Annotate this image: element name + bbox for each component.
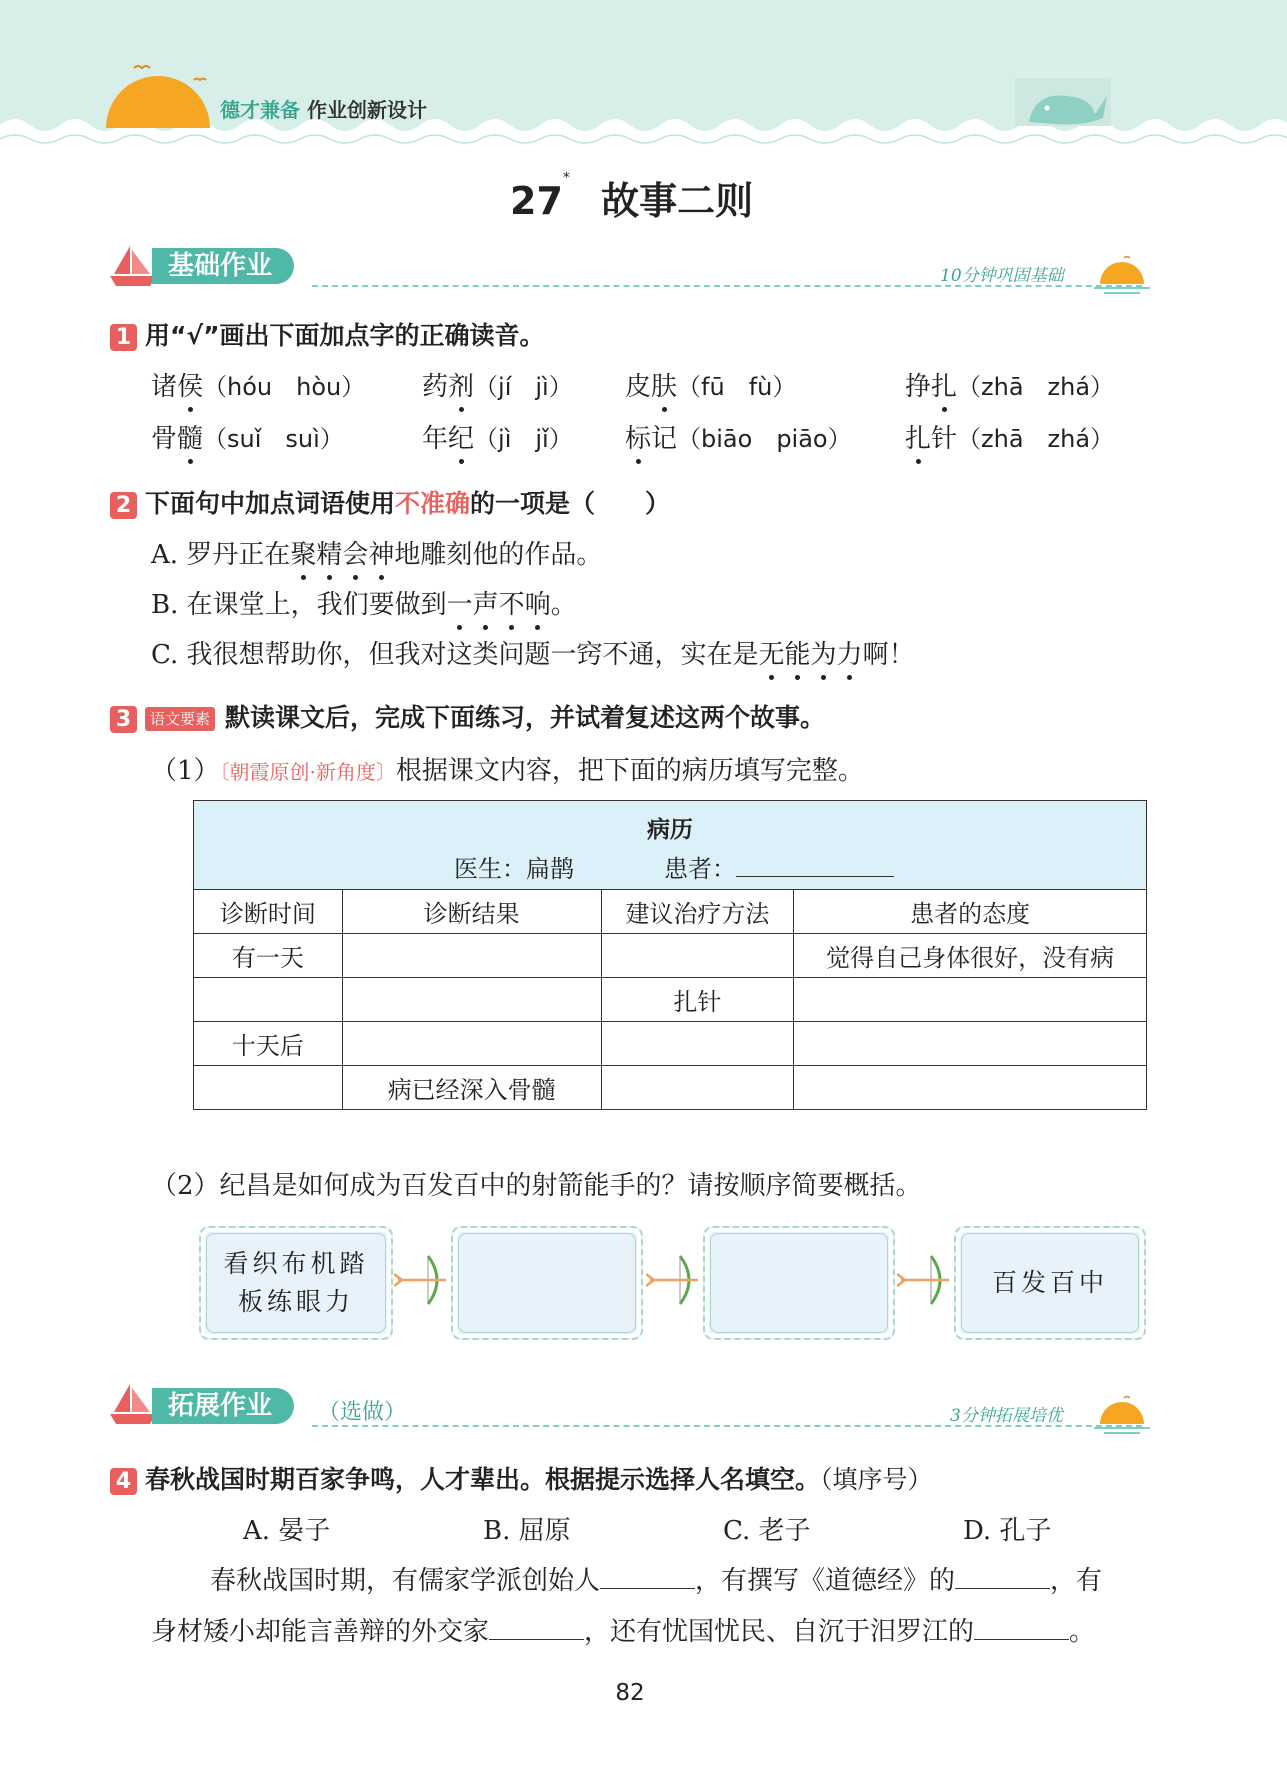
flow-box-4: 百发百中 <box>954 1226 1146 1340</box>
section-extend-label: 拓展作业 <box>152 1388 294 1424</box>
lesson-star: * <box>562 170 570 186</box>
bow-arrow-icon <box>897 1252 953 1308</box>
q1-title <box>110 316 545 352</box>
table-cell-blank[interactable] <box>194 1066 343 1110</box>
bow-arrow-icon <box>646 1252 702 1308</box>
q2-red-text: 不准确 <box>395 489 471 518</box>
column-header: 建议治疗方法 <box>601 890 794 934</box>
q2-option-c: C. 我很想帮助你，但我对这类问题一窍不通，实在是无能为力啊！ <box>151 634 915 671</box>
q3-part1-tag: 〔朝霞原创·新角度〕 <box>219 760 396 784</box>
q1-item: 诸侯（hóu hòu） <box>151 366 365 403</box>
lesson-name: 故事二则 <box>601 179 754 223</box>
q2-option-b: B. 在课堂上，我们要做到一声不响。 <box>151 584 577 621</box>
section-extend-note: 3分钟拓展培优 <box>950 1406 1063 1426</box>
q3-tag: 语文要素 <box>145 707 215 731</box>
table-cell-blank[interactable] <box>601 1066 794 1110</box>
q2-option-a: A. 罗丹正在聚精会神地雕刻他的作品。 <box>151 534 602 571</box>
patient-blank[interactable] <box>736 876 894 877</box>
q4-option: C. 老子 <box>723 1516 811 1546</box>
q1-item: 药剂（jí jì） <box>422 366 573 403</box>
table-header-row <box>194 890 1147 934</box>
q3-title: 3 语文要素 默读课文后，完成下面练习，并试着复述这两个故事。 <box>110 698 825 734</box>
column-header: 诊断结果 <box>342 890 601 934</box>
q4-line-2: 身材矮小却能言善辩的外交家 ，还有忧国忧民、自沉于汨罗江的 。 <box>151 1617 1096 1647</box>
q4-option: D. 孔子 <box>963 1516 1052 1546</box>
table-cell-blank[interactable] <box>601 1022 794 1066</box>
q1-item: 挣扎（zhā zhá） <box>905 366 1114 403</box>
q1-text: 用“√”画出下面加点字的正确读音。 <box>145 321 545 350</box>
record-table <box>193 889 1147 1110</box>
q4-option: A. 晏子 <box>243 1516 331 1546</box>
q3-part1: （1）〔朝霞原创·新角度〕根据课文内容，把下面的病历填写完整。 <box>151 756 864 786</box>
q3-number: 3 <box>110 706 137 733</box>
table-cell-blank[interactable] <box>601 934 794 978</box>
section-basic-label: 基础作业 <box>152 248 294 284</box>
q1-item: 年纪（jì jǐ） <box>422 418 573 455</box>
table-row <box>194 1022 1147 1066</box>
q2-title: 2 下面句中加点词语使用不准确的一项是（ ） <box>110 484 670 520</box>
sun-logo-icon <box>104 58 214 128</box>
brand-title <box>220 94 427 123</box>
lesson-title <box>510 170 753 225</box>
sunset-icon <box>1094 1394 1150 1436</box>
table-cell-blank[interactable] <box>342 934 601 978</box>
q1-item: 骨髓（suǐ suì） <box>151 418 344 455</box>
table-cell-blank[interactable] <box>194 978 343 1022</box>
table-cell-blank[interactable] <box>342 978 601 1022</box>
record-title: 病历 <box>647 817 693 843</box>
answer-blank[interactable] <box>489 1639 584 1640</box>
table-row <box>194 1066 1147 1110</box>
table-cell-blank[interactable] <box>342 1022 601 1066</box>
q2-number: 2 <box>110 492 137 519</box>
medical-record <box>193 800 1147 1110</box>
section-basic-note: 10分钟巩固基础 <box>940 266 1064 286</box>
lesson-number: 27 <box>510 179 563 223</box>
table-cell-blank[interactable] <box>794 1022 1147 1066</box>
q3-part2: （2）纪昌是如何成为百发百中的射箭能手的？请按顺序简要概括。 <box>151 1171 922 1201</box>
column-header: 诊断时间 <box>194 890 343 934</box>
answer-blank[interactable] <box>600 1588 695 1589</box>
q1-item: 标记（biāo piāo） <box>625 418 852 455</box>
whale-icon <box>1015 78 1115 130</box>
brand-green: 德才兼备 <box>220 98 300 122</box>
table-cell-blank[interactable] <box>794 1066 1147 1110</box>
table-cell: 病已经深入骨髓 <box>342 1066 601 1110</box>
table-cell: 有一天 <box>194 934 343 978</box>
q4-option: B. 屈原 <box>483 1516 571 1546</box>
table-cell: 十天后 <box>194 1022 343 1066</box>
table-cell: 扎针 <box>601 978 794 1022</box>
table-row <box>194 934 1147 978</box>
table-cell-blank[interactable] <box>794 978 1147 1022</box>
flow-box-2[interactable] <box>451 1226 643 1340</box>
brand-dark: 作业创新设计 <box>306 98 427 122</box>
q4-line-1: 春秋战国时期，有儒家学派创始人 ，有撰写《道德经》的 ，有 <box>210 1566 1103 1596</box>
bow-arrow-icon <box>394 1252 450 1308</box>
answer-blank[interactable] <box>974 1639 1069 1640</box>
flow-box-1: 看织布机踏板练眼力 <box>199 1226 393 1340</box>
q4-number: 4 <box>110 1468 137 1495</box>
table-cell: 觉得自己身体很好，没有病 <box>794 934 1147 978</box>
column-header: 患者的态度 <box>794 890 1147 934</box>
record-header <box>193 800 1147 889</box>
q4-title: 4 春秋战国时期百家争鸣，人才辈出。根据提示选择人名填空。（填序号） <box>110 1460 933 1496</box>
table-row <box>194 978 1147 1022</box>
flow-box-3[interactable] <box>703 1226 895 1340</box>
q1-item: 皮肤（fū fù） <box>625 366 796 403</box>
answer-blank[interactable] <box>955 1588 1050 1589</box>
q1-item: 扎针（zhā zhá） <box>905 418 1114 455</box>
sunset-icon <box>1094 254 1150 296</box>
q1-number: 1 <box>110 324 137 351</box>
section-extend-optional: （选做） <box>318 1400 407 1425</box>
page-number: 82 <box>615 1680 645 1706</box>
record-patient: 患者： <box>664 849 894 884</box>
record-doctor: 医生：扁鹊 <box>454 855 574 883</box>
